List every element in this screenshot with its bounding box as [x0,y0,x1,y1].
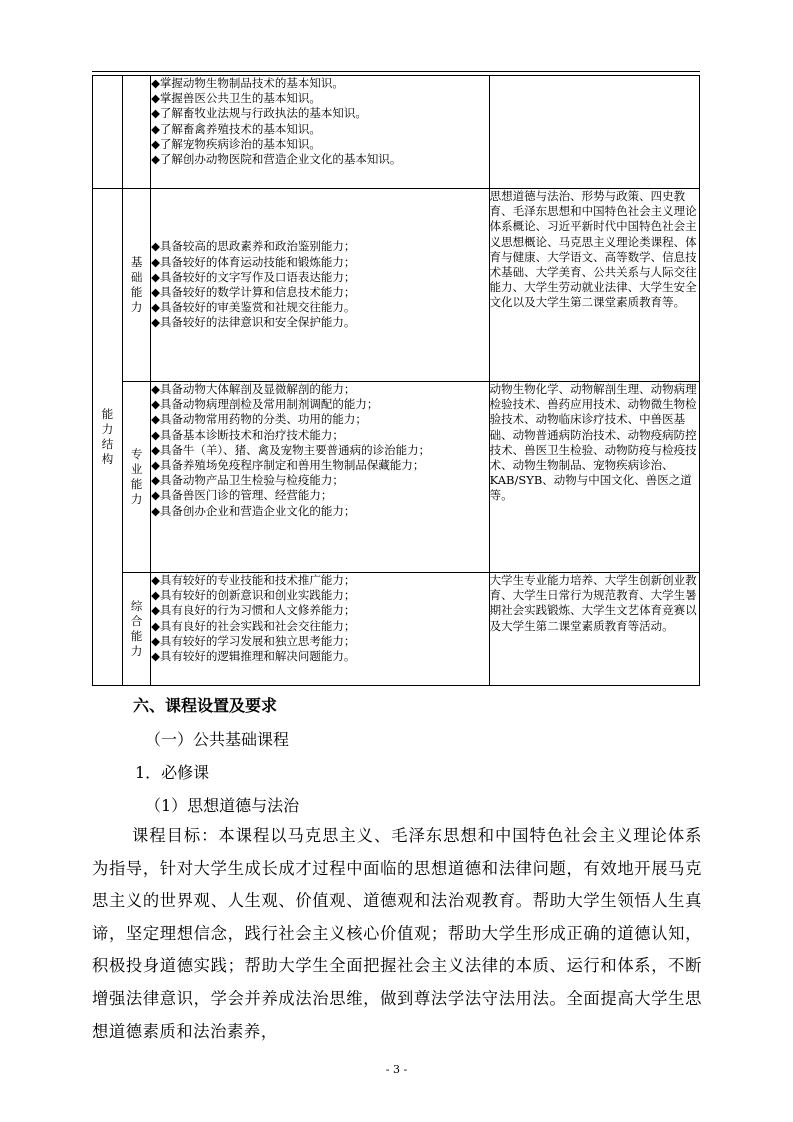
list-item: ◆了解畜禽养殖技术的基本知识。 [151,121,321,136]
group-label: 能力结构 [93,189,123,686]
course-cell: 思想道德与法治、形势与政策、四史教育、毛泽东思想和中国特色社会主义理论体系概论、习近平新时代中国特色社会主义思想概论、马克思主义理论类课程、体育与健康、大学语文、高等数学、信息技术基础、大学美育、公共关系与人际交往能力、大学生劳动就业法律、大学生安全文化以及大学生第二课堂素质教育等。 [489,189,699,382]
list-item: ◆具备创办企业和营造企业文化的能力； [151,503,356,518]
list-item: ◆掌握兽医公共卫生的基本知识。 [151,91,321,106]
list-item: ◆具有较好的学习发展和独立思考能力； [151,633,356,648]
list-item: ◆具备兽医门诊的管理、经营能力； [151,488,333,503]
list-item: ◆具备动物常用药物的分类、功用的能力； [151,412,367,427]
list-item: ◆具备基本诊断技术和治疗技术能力； [151,427,344,442]
table-row-knowledge [93,76,700,189]
list-item: ◆了解畜牧业法规与行政执法的基本知识。 [151,106,367,121]
table-row-professional [93,382,700,573]
list-item: ◆具备动物产品卫生检验与检疫能力； [151,473,344,488]
basic-items [151,189,490,382]
row-label-comprehensive: 综合能力 [123,573,151,686]
ability-table [92,75,700,686]
list-item: ◆具备较高的思政素养和政治鉴别能力； [151,239,356,254]
list-item: ◆了解宠物疾病诊治的基本知识。 [151,136,321,151]
list-item: ◆具备动物病理剖检及常用制剂调配的能力； [151,397,379,412]
row-label-basic: 基础能力 [123,189,151,382]
row-label-professional: 专业能力 [123,382,151,573]
list-item: ◆具备动物大体解剖及显微解剖的能力； [151,382,356,396]
professional-items [151,382,490,573]
list-item: ◆具备较好的法律意识和安全保护能力。 [151,315,356,330]
list-item: ◆具备较好的体育运动技能和锻炼能力； [151,254,356,269]
list-item: ◆具备牛（羊）、猪、禽及宠物主要普通病的诊治能力； [151,442,431,457]
comprehensive-items [151,573,490,686]
course-cell: 大学生专业能力培养、大学生创新创业教育、大学生日常行为规范教育、大学生暑期社会实践锻炼、大学生文艺体育竞赛以及大学生第二课堂素质教育等活动。 [489,573,699,686]
header-rule [92,71,700,72]
course-heading: （1）思想道德与法治 [145,796,300,815]
list-item: ◆具备较好的数学计算和信息技术能力； [151,285,356,299]
list-item: ◆具有较好的专业技能和技术推广能力； [151,573,356,587]
course-cell [489,76,699,189]
list-item: ◆掌握动物生物制品技术的基本知识。 [151,76,344,90]
body-paragraph: 课程目标：本课程以马克思主义、毛泽东思想和中国特色社会主义理论体系为指导，针对大学生成长成才过程中面临的思想道德和法律问题，有效地开展马克思主义的世界观、人生观、价值观、道德观和法治观教育。帮助大学生领悟人生真谛，坚定理想信念，践行社会主义核心价值观；帮助大学生形成正确的道德认知，积极投身道德实践；帮助大学生全面把握社会主义法律的本质、运行和体系，不断增强法律意识，学会并养成法治思维，做到尊法学法守法用法。全面提高大学生思想道德素质和法治素养， [92,826,702,1041]
list-item: ◆具有良好的行为习惯和人文修养能力； [151,603,356,618]
list-item: ◆具有良好的社会实践和社会交往能力； [151,618,356,633]
empty-cell [123,76,151,189]
list-item: ◆具备养殖场免疫程序制定和兽用生物制品保藏能力； [151,458,425,473]
page-number: - 3 - [385,1063,408,1076]
item-heading: 1．必修课 [135,763,210,782]
table-row-comprehensive [93,573,700,686]
table-row-basic [93,189,700,382]
section-heading: 六、课程设置及要求 [133,696,278,715]
list-item: ◆具有较好的创新意识和创业实践能力； [151,588,356,603]
list-item: ◆具备较好的审美鉴赏和社规交往能力。 [151,300,356,315]
list-item: ◆具有较好的逻辑推理和解决问题能力。 [151,649,356,664]
empty-cell [93,76,123,189]
list-item: ◆了解创办动物医院和营造企业文化的基本知识。 [151,152,402,167]
knowledge-items [151,76,490,189]
course-cell: 动物生物化学、动物解剖生理、动物病理检验技术、兽药应用技术、动物微生物检验技术、动物临床诊疗技术、中兽医基础、动物普通病防治技术、动物疫病防控技术、兽医卫生检验、动物防疫与检疫技术、动物生物制品、宠物疾病诊治、KAB/SYB、动物与中国文化、兽医之道等。 [489,382,699,573]
list-item: ◆具备较好的文字写作及口语表达能力； [151,269,356,284]
sub-heading: （一）公共基础课程 [145,730,290,749]
